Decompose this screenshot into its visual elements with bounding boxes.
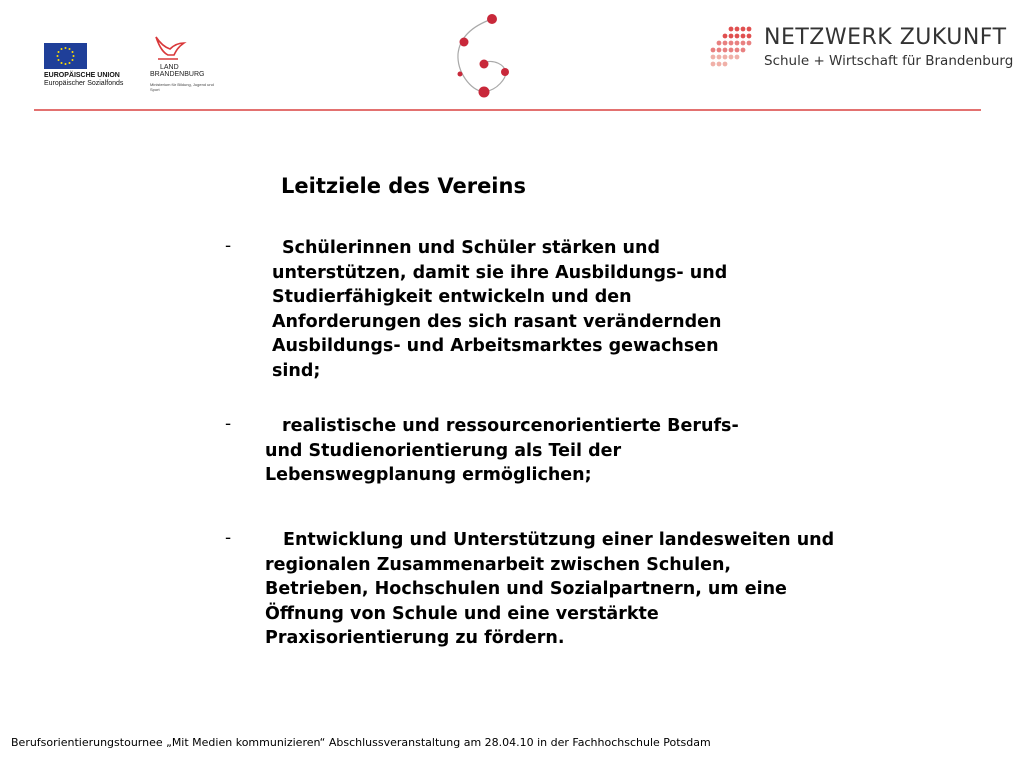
eu-flag-logo (44, 43, 87, 69)
bullet-line: unterstützen, damit sie ihre Ausbildungs- und (272, 262, 728, 283)
bullet-line: Praxisorientierung zu fördern. (265, 628, 565, 649)
bullet-1-first-line: Schülerinnen und Schüler stärken und (282, 238, 661, 258)
center-dots-logo (448, 12, 514, 100)
brandenburg-line1: LAND (160, 64, 179, 71)
eu-line1: EUROPÄISCHE UNION (44, 72, 120, 79)
bullet-line: Ausbildungs- und Arbeitsmarktes gewachsen (272, 336, 719, 357)
netzwerk-dots-logo (707, 26, 753, 70)
bullet-1-continuation (272, 261, 727, 384)
bullet-2-continuation (265, 439, 621, 488)
bullet-3-first-line: Entwicklung und Unterstützung einer landesweiten und (283, 530, 835, 550)
bullet-line: regionalen Zusammenarbeit zwischen Schulen, (265, 554, 732, 575)
bullet-line: und Studienorientierung als Teil der (265, 440, 622, 461)
bullet-line: Studierfähigkeit entwickeln und den (272, 287, 632, 308)
bullet-3-continuation (265, 553, 787, 651)
header-divider (34, 109, 981, 111)
footer-text: Berufsorientierungstournee „Mit Medien kommunizieren“ Abschlussveranstaltung am 28.04.10 in der Fachhochschule Potsdam (11, 736, 711, 749)
bullet-2-first-line: realistische und ressourcenorientierte Berufs- (282, 416, 739, 436)
brandenburg-logo-text (150, 64, 204, 78)
page-title: Leitziele des Vereins (281, 174, 526, 198)
bullet-line: Lebenswegplanung ermöglichen; (265, 465, 592, 486)
eu-line2: Europäischer Sozialfonds (44, 80, 124, 87)
brandenburg-ministry: Ministerium für Bildung, Jugend und Sport (150, 82, 214, 92)
bullet-line: Öffnung von Schule und eine verstärkte (265, 603, 659, 624)
eu-logo-text (44, 72, 123, 88)
bullet-marker: - (225, 528, 232, 548)
bullet-line: Betrieben, Hochschulen und Sozialpartnern, um eine (265, 579, 787, 600)
bullet-marker: - (225, 236, 232, 256)
netzwerk-subtitle: Schule + Wirtschaft für Brandenburg (764, 53, 1014, 69)
bullet-marker: - (225, 414, 232, 434)
eu-stars-icon (44, 43, 87, 69)
bullet-line: sind; (272, 360, 321, 381)
brandenburg-eagle-logo (148, 33, 188, 65)
netzwerk-title: NETZWERK ZUKUNFT (764, 25, 1007, 50)
bullet-line: Anforderungen des sich rasant verändernden (272, 311, 722, 332)
brandenburg-line2: BRANDENBURG (150, 71, 205, 78)
